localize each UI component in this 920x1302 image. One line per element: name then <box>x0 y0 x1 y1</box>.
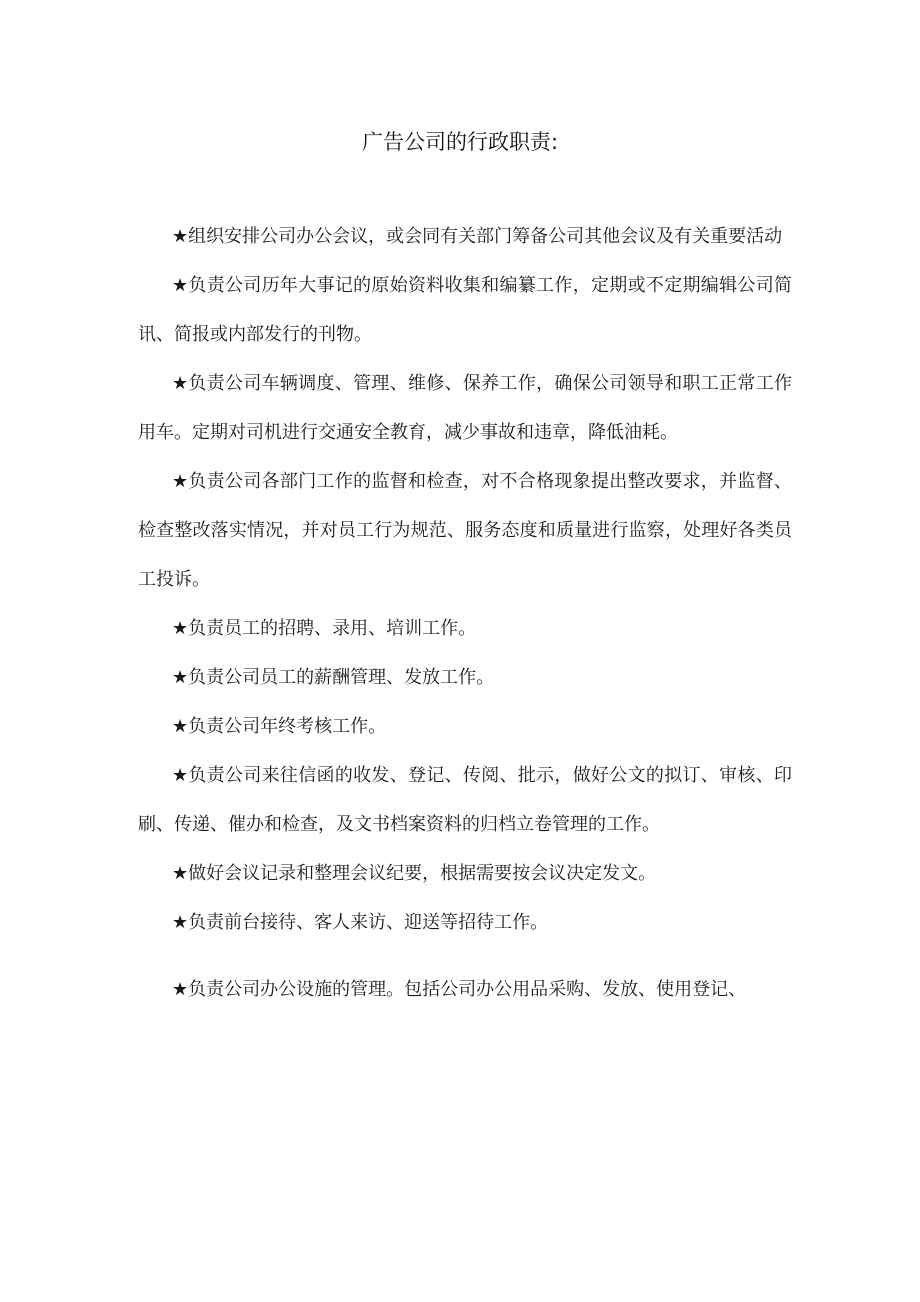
duty-item-1: ★组织安排公司办公会议，或会同有关部门筹备公司其他会议及有关重要活动 <box>172 226 783 247</box>
duty-item-8: ★负责公司来往信函的收发、登记、传阅、批示，做好公文的拟订、审核、印刷、传递、催办和检查，及文书档案资料的归档立卷管理的工作。 <box>138 765 792 835</box>
duty-item-9: ★做好会议记录和整理会议纪要，根据需要按会议决定发文。 <box>172 863 657 884</box>
document-title: 广告公司的行政职责: <box>361 130 559 154</box>
duty-item-2: ★负责公司历年大事记的原始资料收集和编纂工作，定期或不定期编辑公司简讯、简报或内部发行的刊物。 <box>138 275 792 345</box>
duty-item-7: ★负责公司年终考核工作。 <box>172 716 387 737</box>
document-body <box>138 212 792 1014</box>
duty-item-10: ★负责前台接待、客人来访、迎送等招待工作。 <box>172 912 549 933</box>
duty-item-11: ★负责公司办公设施的管理。包括公司办公用品采购、发放、使用登记、 <box>172 979 747 1000</box>
duty-item-5: ★负责员工的招聘、录用、培训工作。 <box>172 618 477 639</box>
duty-item-4: ★负责公司各部门工作的监督和检查，对不合格现象提出整改要求，并监督、检查整改落实情况，并对员工行为规范、服务态度和质量进行监察，处理好各类员工投诉。 <box>138 471 792 590</box>
duty-item-6: ★负责公司员工的薪酬管理、发放工作。 <box>172 667 495 688</box>
duty-item-3: ★负责公司车辆调度、管理、维修、保养工作，确保公司领导和职工正常工作用车。定期对司机进行交通安全教育，减少事故和违章，降低油耗。 <box>138 373 792 443</box>
